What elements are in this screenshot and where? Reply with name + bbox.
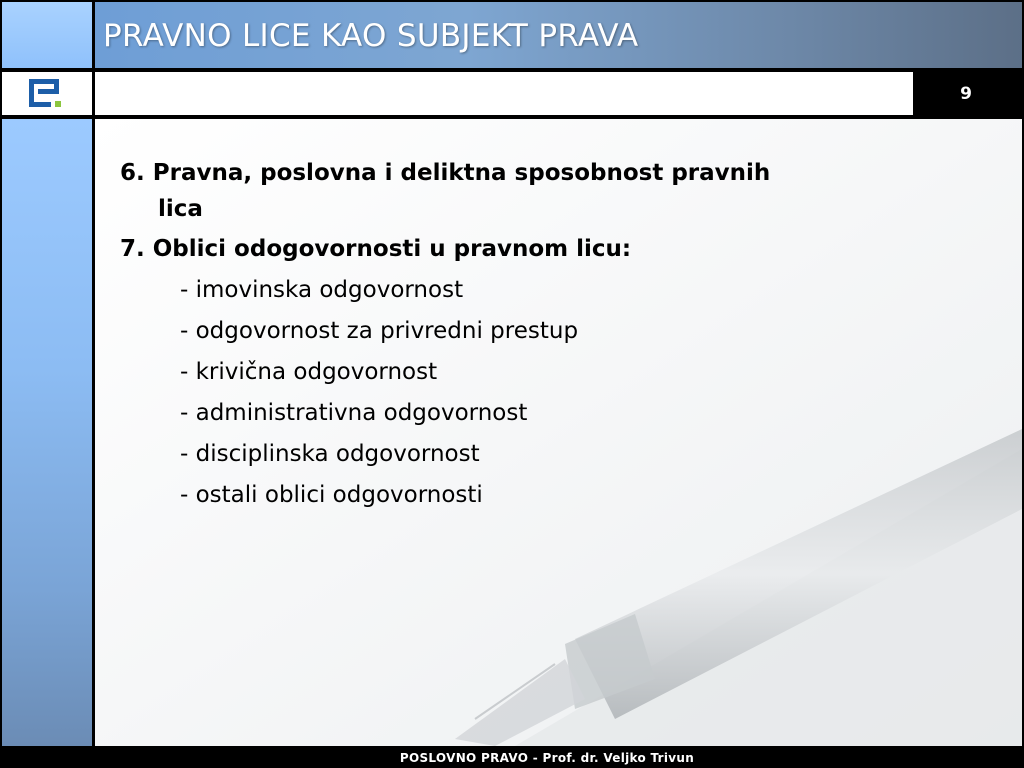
page-number: 9 — [960, 84, 972, 104]
corner-box — [2, 2, 92, 68]
slide-title: PRAVNO LICE KAO SUBJEKT PRAVA — [103, 18, 639, 54]
logo-box — [2, 72, 92, 115]
list-item: - odgovornost za privredni prestup — [180, 318, 579, 344]
item-7: 7. Oblici odogovornosti u pravnom licu: — [120, 236, 632, 262]
item-6-line-1: 6. Pravna, poslovna i deliktna sposobnost pravnih — [120, 160, 771, 186]
content-area — [95, 119, 1022, 746]
item-6-line-2: lica — [158, 196, 203, 222]
list-item: - imovinska odgovornost — [180, 277, 464, 303]
list-item: - disciplinska odgovornost — [180, 441, 480, 467]
list-item: - krivična odgovornost — [180, 359, 438, 385]
list-item: - ostali oblici odgovornosti — [180, 482, 483, 508]
pen-background-image — [95, 119, 1022, 746]
header-strip — [95, 72, 913, 115]
footer-text: POSLOVNO PRAVO - Prof. dr. Veljko Trivun — [399, 751, 695, 765]
left-column — [2, 119, 92, 746]
list-item: - administrativna odgovornost — [180, 400, 528, 426]
logo-icon — [2, 72, 92, 115]
